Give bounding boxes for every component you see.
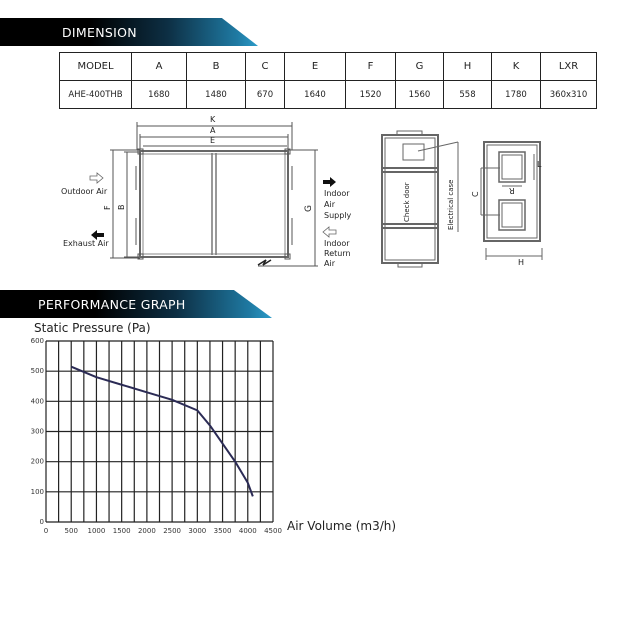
header-a: A xyxy=(132,53,187,81)
header-k: K xyxy=(492,53,541,81)
cell-lxr: 360x310 xyxy=(541,81,597,109)
dim-label-h: H xyxy=(518,258,525,267)
x-tick-label: 1000 xyxy=(87,527,106,535)
y-tick-label: 300 xyxy=(30,427,44,436)
electrical-case-label: Electrical case xyxy=(447,179,455,230)
exhaust-air-label: Exhaust Air xyxy=(63,239,109,248)
header-b: B xyxy=(187,53,246,81)
cell-c: 670 xyxy=(246,81,285,109)
cell-h: 558 xyxy=(444,81,492,109)
y-tick-label: 400 xyxy=(30,397,44,406)
x-tick-label: 3500 xyxy=(213,527,232,535)
header-c: C xyxy=(246,53,285,81)
y-tick-label: 0 xyxy=(39,518,44,526)
y-tick-label: 200 xyxy=(30,457,44,466)
dim-label-k: K xyxy=(210,115,216,124)
y-tick-label: 500 xyxy=(30,367,44,376)
cell-a: 1680 xyxy=(132,81,187,109)
x-tick-label: 0 xyxy=(43,527,49,535)
dim-label-r: R xyxy=(509,186,515,195)
cell-f: 1520 xyxy=(346,81,396,109)
cell-b: 1480 xyxy=(187,81,246,109)
header-h: H xyxy=(444,53,492,81)
dim-label-l: L xyxy=(537,160,542,169)
header-e: E xyxy=(285,53,346,81)
check-door-label: Check door xyxy=(403,182,411,222)
dim-label-a: A xyxy=(210,126,216,135)
header-g: G xyxy=(396,53,444,81)
supply-line-3: Supply xyxy=(324,211,352,220)
supply-line-2: Air xyxy=(324,200,335,209)
dim-label-f: F xyxy=(103,205,112,210)
outdoor-air-label: Outdoor Air xyxy=(61,187,108,196)
x-tick-label: 4500 xyxy=(264,527,282,535)
dim-label-b: B xyxy=(117,204,126,210)
cell-e: 1640 xyxy=(285,81,346,109)
supply-line-1: Indoor xyxy=(324,189,350,198)
cell-g: 1560 xyxy=(396,81,444,109)
dim-label-c: C xyxy=(471,191,480,197)
x-tick-label: 3000 xyxy=(188,527,207,535)
x-tick-label: 2000 xyxy=(137,527,156,535)
cell-k: 1780 xyxy=(492,81,541,109)
x-tick-label: 2500 xyxy=(163,527,182,535)
x-tick-label: 500 xyxy=(64,527,78,535)
header-model: MODEL xyxy=(60,53,132,81)
y-tick-label: 100 xyxy=(30,487,44,496)
cell-model: AHE-400THB xyxy=(60,81,132,109)
y-tick-label: 600 xyxy=(30,337,44,345)
y-axis-title: Static Pressure (Pa) xyxy=(34,321,151,335)
return-line-1: Indoor xyxy=(324,239,350,248)
header-lxr: LXR xyxy=(541,53,597,81)
performance-title: PERFORMANCE GRAPH xyxy=(38,296,186,312)
x-tick-label: 4000 xyxy=(238,527,257,535)
x-axis-title: Air Volume (m3/h) xyxy=(287,519,397,533)
header-f: F xyxy=(346,53,396,81)
dim-label-e: E xyxy=(210,136,216,145)
x-tick-label: 1500 xyxy=(112,527,131,535)
dim-label-g: G xyxy=(304,205,314,212)
return-line-3: Air xyxy=(324,259,335,268)
return-line-2: Return xyxy=(324,249,351,258)
dimension-title: DIMENSION xyxy=(62,24,137,40)
